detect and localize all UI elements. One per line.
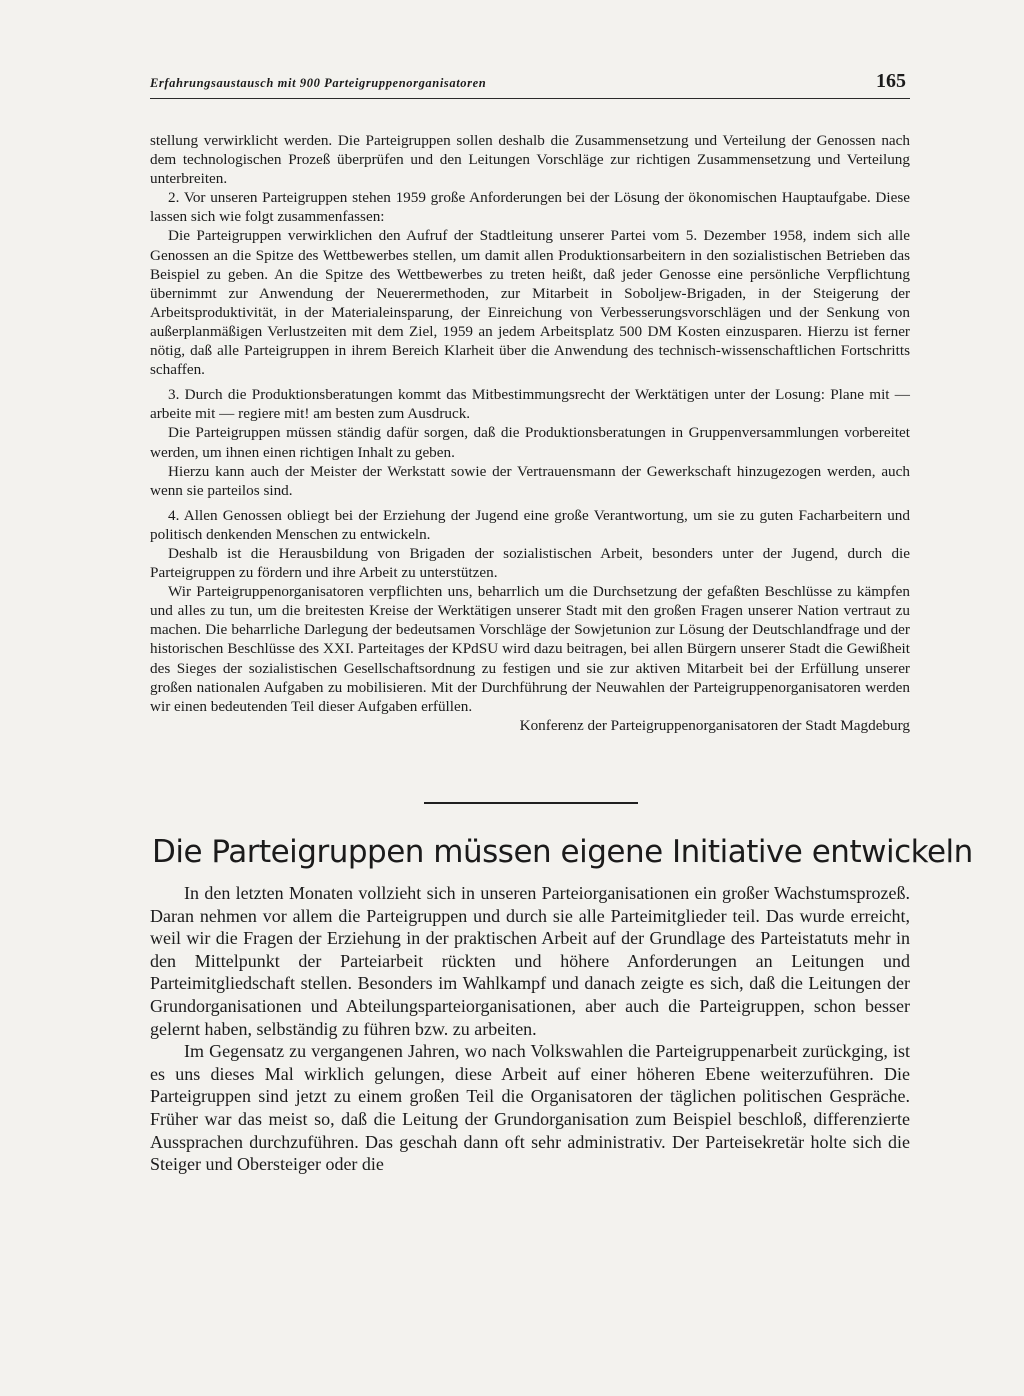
article-body (150, 882, 910, 1176)
article-title: Die Parteigruppen müssen eigene Initiative entwickeln (152, 834, 973, 870)
paragraph: In den letzten Monaten vollzieht sich in unseren Parteiorganisationen ein großer Wachstumsprozeß. Daran nehmen vor allem die Parteigruppen und durch sie alle Parteimitglieder teil. Das wurde erreicht, weil wir die Fragen der Erziehung in der praktischen Arbeit auf der Grundlage des Parteistatuts mehr in den Mittelpunkt der Parteiarbeit rückten und höhere Anforderungen an Leitungen und Parteimitgliedschaft stellen. Besonders im Wahlkampf und danach zeigte es sich, daß die Leitungen der Grundorganisationen und Abteilungsparteiorganisationen, aber auch die Parteigruppen, schon besser gelernt haben, selbständig zu führen bzw. zu arbeiten. (150, 883, 910, 1039)
paragraph: Wir Parteigruppenorganisatoren verpflichten uns, beharrlich um die Durchsetzung der gefaßten Beschlüsse zu kämpfen und alles zu tun, um die breitesten Kreise der Werktätigen unserer Stadt mit den großen Fragen unserer Nation vertraut zu machen. Die beharrliche Darlegung der bedeutsamen Vorschläge der Sowjetunion zur Lösung der Deutschlandfrage und der historischen Beschlüsse des XXI. Parteitages der KPdSU wird dazu beitragen, bei allen Bürgern unserer Stadt die Gewißheit des Sieges der sozialistischen Gesellschaftsordnung zu festigen und sie zur aktiven Mitarbeit bei der Erfüllung unserer großen nationalen Aufgaben zu mobilisieren. Mit der Durchführung der Neuwahlen der Parteigruppenorganisatoren werden wir einen bedeutenden Teil dieser Aufgaben erfüllen. (150, 583, 910, 715)
resolution-text (150, 131, 910, 735)
paragraph: Hierzu kann auch der Meister der Werkstatt sowie der Vertrauensmann der Gewerkschaft hinzugezogen werden, auch wenn sie parteilos sind. (150, 462, 910, 499)
running-title: Erfahrungsaustausch mit 900 Parteigruppenorganisatoren (150, 76, 487, 90)
section-divider (424, 802, 638, 804)
paragraph: 4. Allen Genossen obliegt bei der Erziehung der Jugend eine große Verantwortung, um sie zu guten Facharbeitern und politisch denkenden Menschen zu entwickeln. (150, 506, 910, 543)
paragraph: stellung verwirklicht werden. Die Parteigruppen sollen deshalb die Zusammensetzung und Verteilung der Genossen nach dem technologischen Prozeß überprüfen und den Leitungen Vorschläge zur richtigen Zusammensetzung und Verteilung unterbreiten. (150, 132, 910, 188)
paragraph: 3. Durch die Produktionsberatungen kommt das Mitbestimmungsrecht der Werktätigen unter der Losung: Plane mit — arbeite mit — regiere mit! am besten zum Ausdruck. (150, 386, 910, 423)
paragraph: Die Parteigruppen müssen ständig dafür sorgen, daß die Produktionsberatungen in Gruppenversammlungen vorbereitet werden, um ihnen einen richtigen Inhalt zu geben. (150, 424, 910, 461)
paragraph: 2. Vor unseren Parteigruppen stehen 1959 große Anforderungen bei der Lösung der ökonomischen Hauptaufgabe. Diese lassen sich wie folgt zusammenfassen: (150, 189, 910, 226)
running-header (150, 70, 910, 99)
paragraph: Im Gegensatz zu vergangenen Jahren, wo nach Volkswahlen die Parteigruppenarbeit zurückging, ist es uns dieses Mal wirklich gelungen, diese Arbeit auf einer höheren Ebene weiterzuführen. Die Parteigruppen sind jetzt zu einem großen Teil die Organisatoren der täglichen politischen Gespräche. Früher war das meist so, daß die Leitung der Grundorganisation zum Beispiel beschloß, differenzierte Aussprachen durchzuführen. Das geschah dann oft sehr administrativ. Der Parteisekretär holte sich die Steiger und Obersteiger oder die (150, 1041, 910, 1175)
paragraph: Die Parteigruppen verwirklichen den Aufruf der Stadtleitung unserer Partei vom 5. Dezember 1958, indem sich alle Genossen an die Spitze des Wettbewerbes stellen, um damit allen Produktionsarbeitern in den sozialistischen Betrieben das Beispiel zu geben. An die Spitze des Wettbewerbes zu treten heißt, daß jeder Genosse eine persönliche Verpflichtung übernimmt zur Anwendung der Neuerermethoden, zur Mitarbeit in Soboljew-Brigaden, in der Steigerung der Arbeitsproduktivität, in der Materialeinsparung, der Einreichung von Verbesserungsvorschlägen und der Senkung von außerplanmäßigen Verlustzeiten mit dem Ziel, 1959 an jedem Arbeitsplatz 500 DM Kosten einzusparen. Hierzu ist ferner nötig, daß alle Parteigruppen in ihrem Bereich Klarheit über die Anwendung des technisch-wissenschaftlichen Fortschritts schaffen. (150, 227, 910, 379)
signature: Konferenz der Parteigruppenorganisatoren der Stadt Magdeburg (519, 716, 910, 734)
page-number: 165 (876, 70, 906, 92)
paragraph: Deshalb ist die Herausbildung von Brigaden der sozialistischen Arbeit, besonders unter der Jugend, durch die Parteigruppen zu fördern und ihre Arbeit zu unterstützen. (150, 544, 910, 582)
